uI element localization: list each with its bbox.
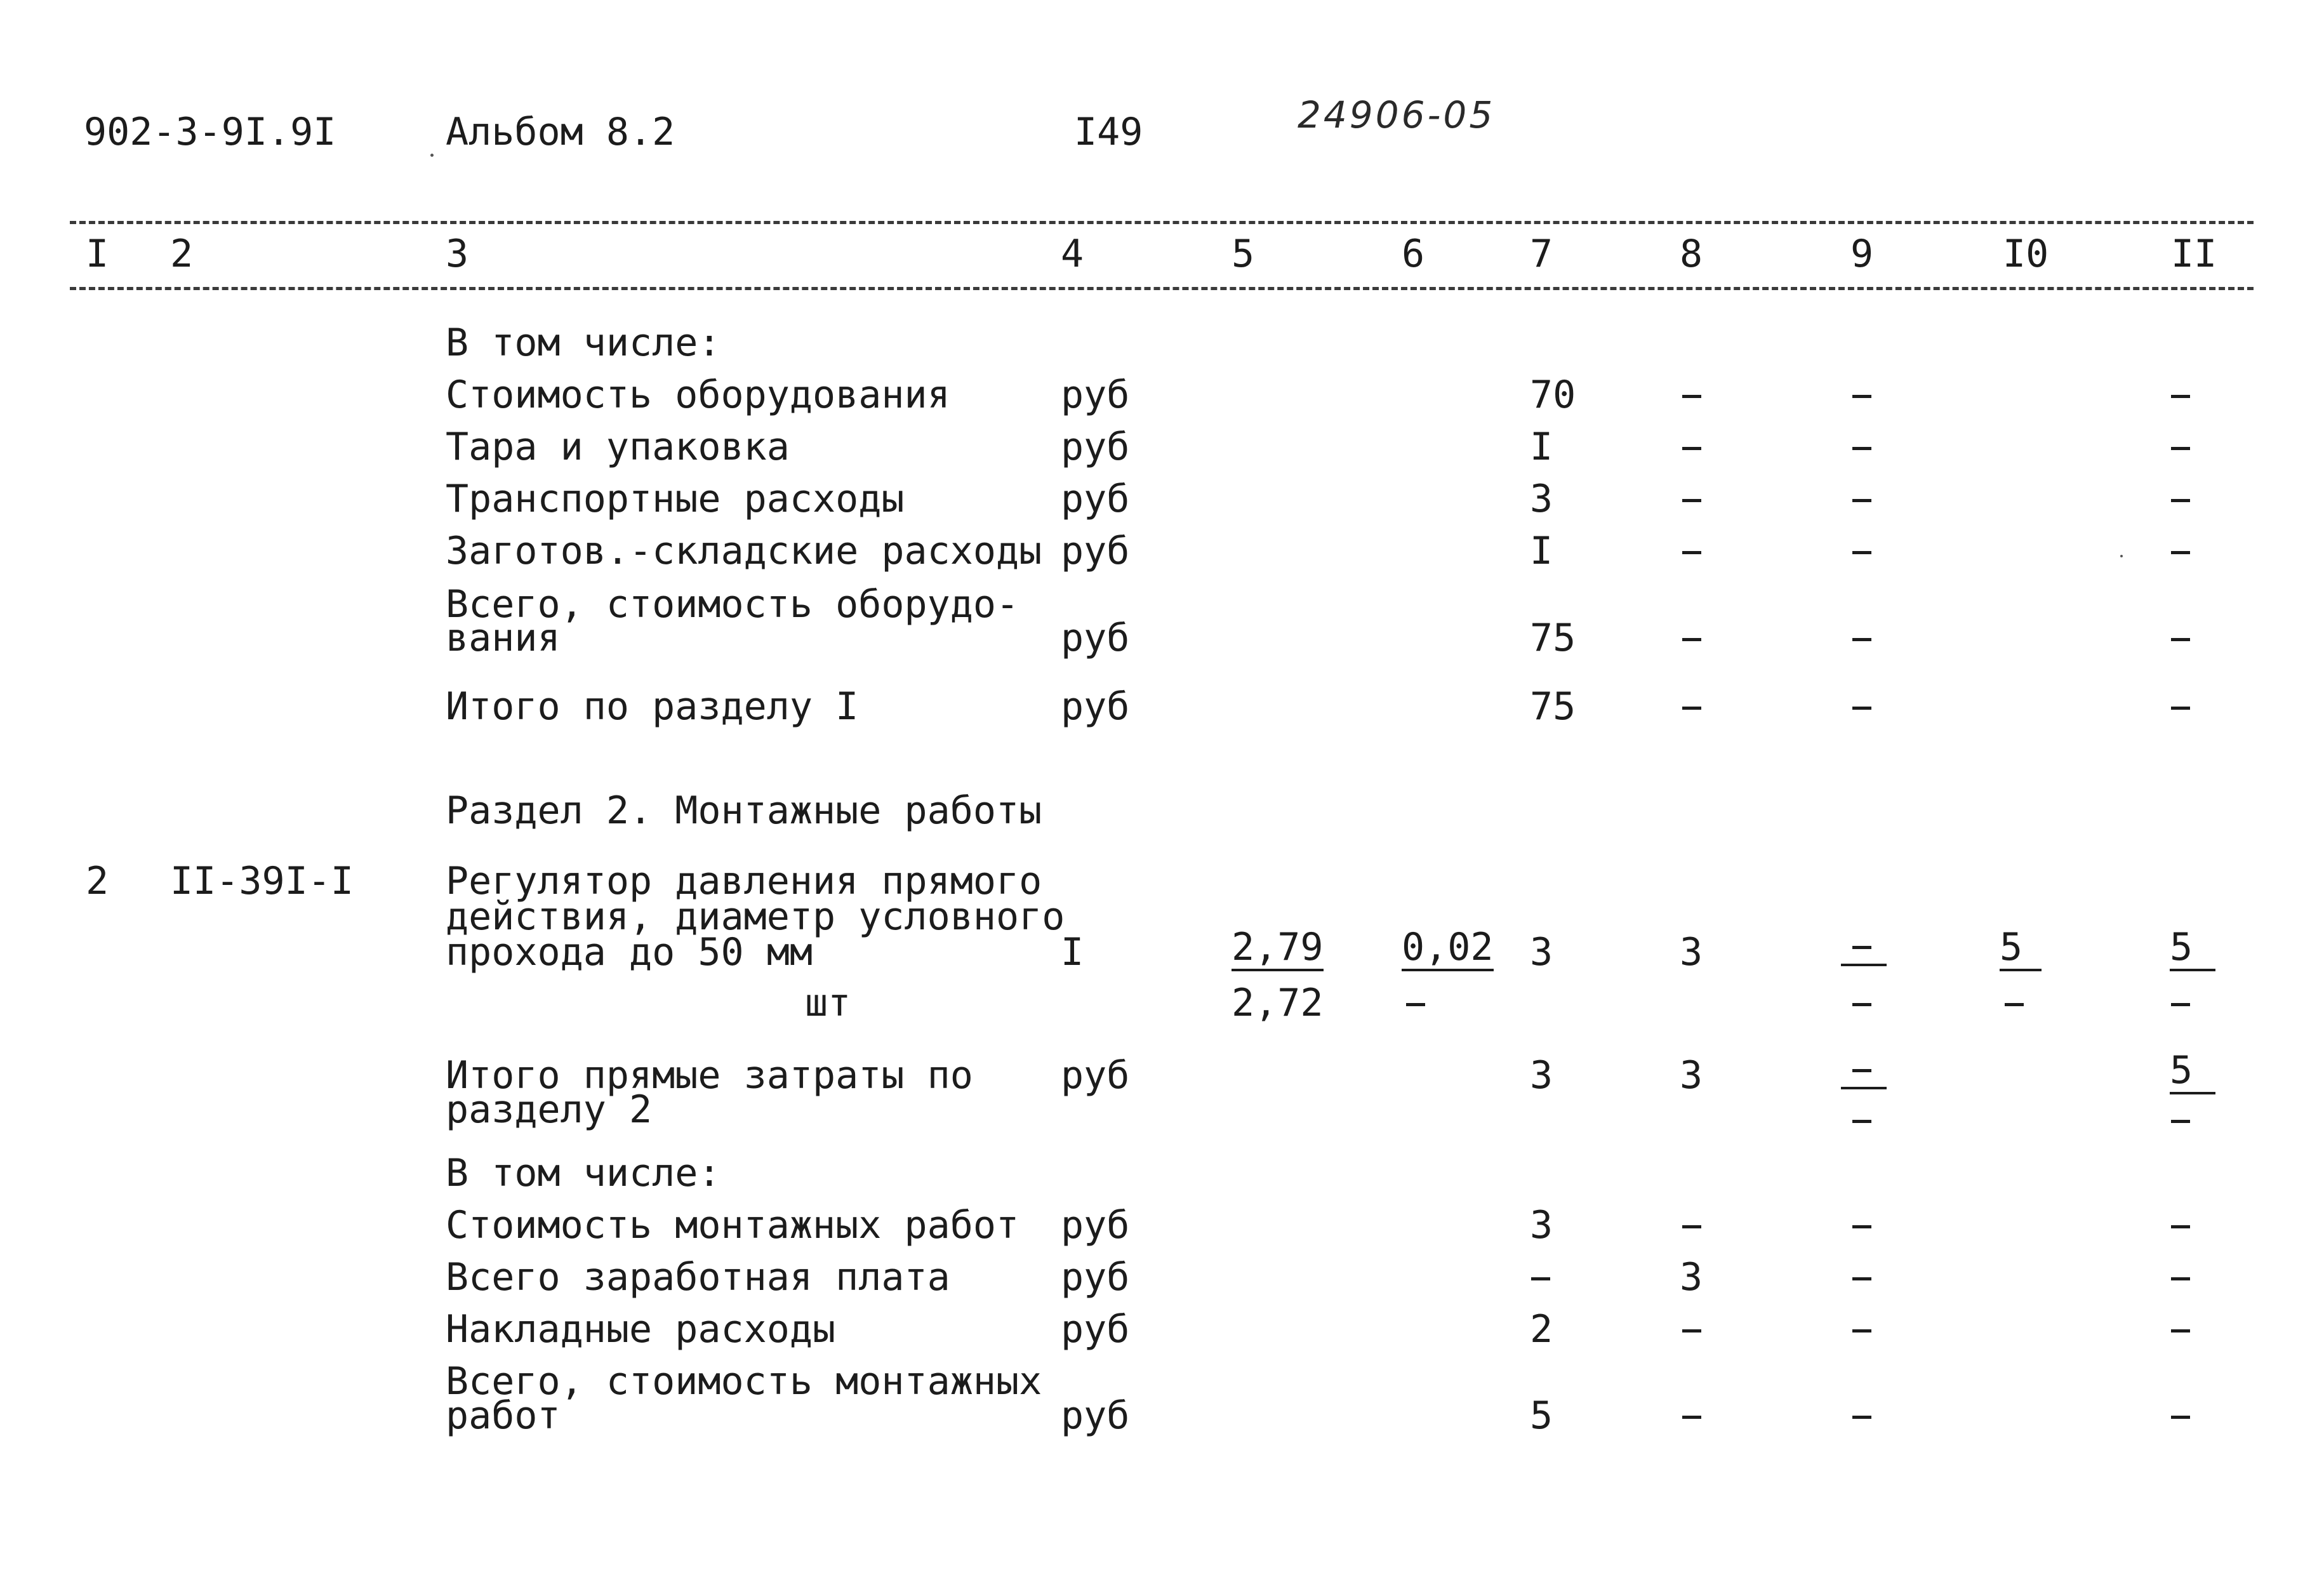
cell-col8-dash	[1682, 499, 1701, 502]
row-description: Транспортные расходы	[446, 477, 905, 521]
cell-col7: 3	[1530, 930, 1553, 974]
row-unit: руб	[1061, 373, 1130, 417]
cell-col11-bottom-dash	[2171, 1120, 2190, 1123]
column-header: 9	[1850, 232, 1874, 276]
row-description: Заготов.-складские расходы	[446, 529, 1042, 573]
cell-col11-dash	[2171, 1225, 2190, 1228]
cell-col6-bottom-dash	[1406, 1003, 1425, 1006]
cell-col7: 3	[1530, 1053, 1553, 1098]
row-unit: руб	[1061, 1255, 1130, 1299]
cell-col8-dash	[1682, 395, 1701, 398]
cell-col9-underline	[1841, 1087, 1887, 1089]
cell-col6-top: 0,02	[1402, 928, 1494, 971]
row-description-line: Всего, стоимость монтажных	[446, 1359, 1042, 1404]
cell-col10-bottom-dash	[2005, 1003, 2024, 1006]
cell-col8-dash	[1682, 707, 1701, 710]
row-code: II-39I-I	[170, 859, 354, 903]
row-description: В том числе:	[446, 321, 721, 365]
cell-col9-top-dash	[1852, 946, 1871, 949]
row-description-line: Итого прямые затраты по	[446, 1053, 973, 1098]
cell-col11-dash	[2171, 1277, 2190, 1280]
cell-col8: 3	[1680, 1255, 1703, 1299]
cell-col8-dash	[1682, 551, 1701, 554]
cell-col9-dash	[1852, 707, 1871, 710]
cell-col11-dash	[2171, 707, 2190, 710]
cell-col5-top: 2,79	[1232, 928, 1324, 971]
cell-col8-dash	[1682, 638, 1701, 641]
row-description: Итого по разделу I	[446, 684, 859, 729]
handwritten-number: 24906-05	[1298, 93, 1496, 136]
column-header: 6	[1402, 232, 1425, 276]
column-header: 4	[1061, 232, 1084, 276]
cell-col11-dash	[2171, 499, 2190, 502]
cell-col9-dash	[1852, 447, 1871, 450]
cell-col7: 70	[1530, 373, 1576, 417]
row-description: Накладные расходы	[446, 1307, 836, 1352]
cell-col11-top: 5	[2170, 928, 2215, 971]
row-description-line: вания	[446, 616, 561, 660]
column-header: I	[86, 232, 109, 276]
row-unit: руб	[1061, 425, 1130, 469]
column-header: II	[2171, 232, 2217, 276]
album-label: Альбом 8.2	[446, 110, 675, 154]
cell-col9-underline	[1841, 964, 1887, 966]
cell-col9-dash	[1852, 1277, 1871, 1280]
row-description: Тара и упаковка	[446, 425, 790, 469]
cell-col9-dash	[1852, 1225, 1871, 1228]
cell-col7: 75	[1530, 616, 1576, 660]
row-unit: руб	[1061, 1393, 1130, 1438]
cell-col11-bottom-dash	[2171, 1003, 2190, 1006]
cell-col9-dash	[1852, 551, 1871, 554]
cell-col9-bottom-dash	[1852, 1003, 1871, 1006]
row-unit: руб	[1061, 1307, 1130, 1352]
stray-dot	[430, 154, 434, 157]
cell-col9-dash	[1852, 499, 1871, 502]
cell-col11-dash	[2171, 395, 2190, 398]
cell-col7-dash	[1531, 1277, 1550, 1280]
row-description: В том числе:	[446, 1151, 721, 1195]
row-description-line: действия, диаметр условного	[446, 894, 1065, 939]
stray-dot	[2120, 555, 2123, 557]
row-description-line: прохода до 50 мм	[446, 930, 813, 974]
column-header: 7	[1530, 232, 1553, 276]
cell-col11-dash	[2171, 638, 2190, 641]
cell-col9-dash	[1852, 1416, 1871, 1419]
cell-col8-dash	[1682, 447, 1701, 450]
cell-col9-dash	[1852, 638, 1871, 641]
row-number: 2	[86, 859, 109, 903]
row-unit: руб	[1061, 529, 1130, 573]
cell-col10-top: 5	[2000, 928, 2042, 971]
cell-col8: 3	[1680, 930, 1703, 974]
column-header: I0	[2003, 232, 2049, 276]
cell-col9-top-dash	[1852, 1069, 1871, 1072]
row-unit: шт	[805, 981, 851, 1025]
row-description-line: разделу 2	[446, 1087, 653, 1132]
row-description-line: Всего, стоимость оборудо-	[446, 582, 1019, 627]
cell-col9-dash	[1852, 1329, 1871, 1332]
header-rule-top	[70, 221, 2254, 224]
column-header: 2	[170, 232, 194, 276]
cell-col8: 3	[1680, 1053, 1703, 1098]
column-header: 8	[1680, 232, 1703, 276]
cell-col8-dash	[1682, 1329, 1701, 1332]
cell-col11-dash	[2171, 1416, 2190, 1419]
row-unit: руб	[1061, 477, 1130, 521]
cell-col9-dash	[1852, 395, 1871, 398]
cell-col7: I	[1530, 529, 1553, 573]
row-description-line: Регулятор давления прямого	[446, 859, 1042, 903]
doc-code: 902-3-9I.9I	[84, 110, 336, 154]
cell-col7: 3	[1530, 1203, 1553, 1247]
cell-col8-dash	[1682, 1225, 1701, 1228]
cell-col7: I	[1530, 425, 1553, 469]
column-header: 3	[446, 232, 469, 276]
row-unit: руб	[1061, 1203, 1130, 1247]
cell-col11-dash	[2171, 447, 2190, 450]
row-unit: руб	[1061, 616, 1130, 660]
cell-col7: 75	[1530, 684, 1576, 729]
row-description-line: работ	[446, 1393, 561, 1438]
cell-col11-dash	[2171, 1329, 2190, 1332]
cell-col11-top: 5	[2170, 1051, 2215, 1094]
row-description: Всего заработная плата	[446, 1255, 950, 1299]
row-quantity: I	[1061, 930, 1084, 974]
cell-col8-dash	[1682, 1416, 1701, 1419]
row-unit: руб	[1061, 684, 1130, 729]
cell-col9-bottom-dash	[1852, 1120, 1871, 1123]
cell-col11-dash	[2171, 551, 2190, 554]
column-header: 5	[1232, 232, 1255, 276]
cell-col7: 5	[1530, 1393, 1553, 1438]
row-description: Стоимость монтажных работ	[446, 1203, 1019, 1247]
row-unit: руб	[1061, 1053, 1130, 1098]
header-rule-bottom	[70, 287, 2254, 290]
cell-col7: 3	[1530, 477, 1553, 521]
section-heading: Раздел 2. Монтажные работы	[446, 788, 1042, 833]
cell-col7: 2	[1530, 1307, 1553, 1352]
page-number: I49	[1074, 110, 1143, 154]
cell-col5-bottom: 2,72	[1232, 981, 1324, 1025]
row-description: Стоимость оборудования	[446, 373, 950, 417]
